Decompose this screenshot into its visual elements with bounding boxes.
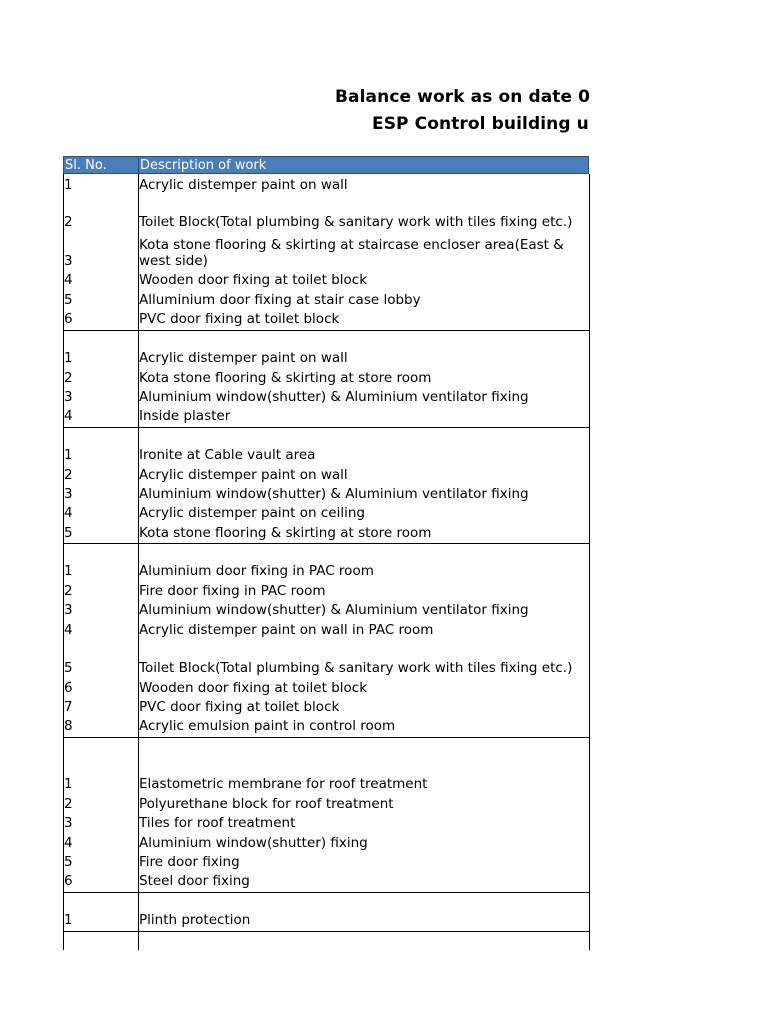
- row-number: 1: [64, 776, 73, 792]
- row-number: 8: [64, 718, 73, 734]
- row-description: Wooden door fixing at toilet block: [139, 680, 368, 696]
- row-number: 3: [64, 253, 73, 269]
- row-number: 6: [64, 873, 73, 889]
- work-table: [63, 156, 590, 950]
- row-number: 5: [64, 292, 73, 308]
- row-number: 1: [64, 563, 73, 579]
- row-description: Ironite at Cable vault area: [139, 447, 316, 463]
- row-description: Polyurethane block for roof treatment: [139, 796, 394, 812]
- grid-line-middle: [138, 174, 139, 950]
- row-description: Aluminium window(shutter) & Aluminium ventilator fixing: [139, 486, 529, 502]
- row-description: Acrylic distemper paint on wall: [139, 350, 348, 366]
- row-description: Inside plaster: [139, 408, 231, 424]
- row-number: 4: [64, 408, 73, 424]
- row-description: Kota stone flooring & skirting at store room: [139, 370, 432, 386]
- row-description: Tiles for roof treatment: [139, 815, 296, 831]
- row-number: 5: [64, 854, 73, 870]
- row-number: 4: [64, 505, 73, 521]
- row-number: 4: [64, 835, 73, 851]
- section-divider: [63, 543, 590, 544]
- row-number: 5: [64, 660, 73, 676]
- row-description: Alluminium door fixing at stair case lobby: [139, 292, 421, 308]
- section-divider: [63, 737, 590, 738]
- header-description: Description of work: [140, 158, 267, 173]
- row-description: Aluminium window(shutter) fixing: [139, 835, 368, 851]
- row-description: Acrylic emulsion paint in control room: [139, 718, 396, 734]
- row-description: Fire door fixing: [139, 854, 240, 870]
- row-description: Acrylic distemper paint on ceiling: [139, 505, 365, 521]
- row-description: Acrylic distemper paint on wall in PAC room: [139, 622, 434, 638]
- row-number: 3: [64, 486, 73, 502]
- row-number: 2: [64, 370, 73, 386]
- row-number: 3: [64, 389, 73, 405]
- row-description: Aluminium window(shutter) & Aluminium ventilator fixing: [139, 602, 529, 618]
- row-description: Aluminium window(shutter) & Aluminium ventilator fixing: [139, 389, 529, 405]
- row-description: PVC door fixing at toilet block: [139, 311, 340, 327]
- row-number: 5: [64, 525, 73, 541]
- row-number: 7: [64, 699, 73, 715]
- row-number: 2: [64, 583, 73, 599]
- row-description: Elastometric membrane for roof treatment: [139, 776, 428, 792]
- row-description: Aluminium door fixing in PAC room: [139, 563, 374, 579]
- row-description: Acrylic distemper paint on wall: [139, 467, 348, 483]
- section-divider: [63, 427, 590, 428]
- section-divider: [63, 931, 590, 932]
- title-line-2: ESP Control building u: [372, 114, 589, 134]
- row-description: Kota stone flooring & skirting at store room: [139, 525, 432, 541]
- grid-line-left: [63, 174, 64, 950]
- grid-line-right: [589, 174, 590, 950]
- row-description: Toilet Block(Total plumbing & sanitary work with tiles fixing etc.): [139, 660, 573, 676]
- table-header: [63, 156, 589, 174]
- header-sl-no: Sl. No.: [65, 158, 107, 173]
- row-description: Toilet Block(Total plumbing & sanitary work with tiles fixing etc.): [139, 214, 573, 230]
- row-number: 6: [64, 311, 73, 327]
- row-number: 3: [64, 815, 73, 831]
- row-description: Steel door fixing: [139, 873, 250, 889]
- row-description: PVC door fixing at toilet block: [139, 699, 340, 715]
- document-title: [0, 0, 590, 145]
- row-number: 3: [64, 602, 73, 618]
- row-description: Fire door fixing in PAC room: [139, 583, 326, 599]
- row-number: 1: [64, 177, 73, 193]
- row-description: Acrylic distemper paint on wall: [139, 177, 348, 193]
- section-divider: [63, 330, 590, 331]
- row-number: 2: [64, 467, 73, 483]
- row-number: 2: [64, 796, 73, 812]
- row-description: Kota stone flooring & skirting at staircase encloser area(East & west side): [139, 237, 564, 269]
- section-divider: [63, 892, 590, 893]
- row-number: 4: [64, 272, 73, 288]
- row-number: 1: [64, 912, 73, 928]
- row-number: 6: [64, 680, 73, 696]
- row-number: 2: [64, 214, 73, 230]
- row-description: Wooden door fixing at toilet block: [139, 272, 368, 288]
- row-number: 4: [64, 622, 73, 638]
- row-number: 1: [64, 447, 73, 463]
- title-line-1: Balance work as on date 0: [335, 87, 590, 107]
- row-description: Plinth protection: [139, 912, 251, 928]
- row-number: 1: [64, 350, 73, 366]
